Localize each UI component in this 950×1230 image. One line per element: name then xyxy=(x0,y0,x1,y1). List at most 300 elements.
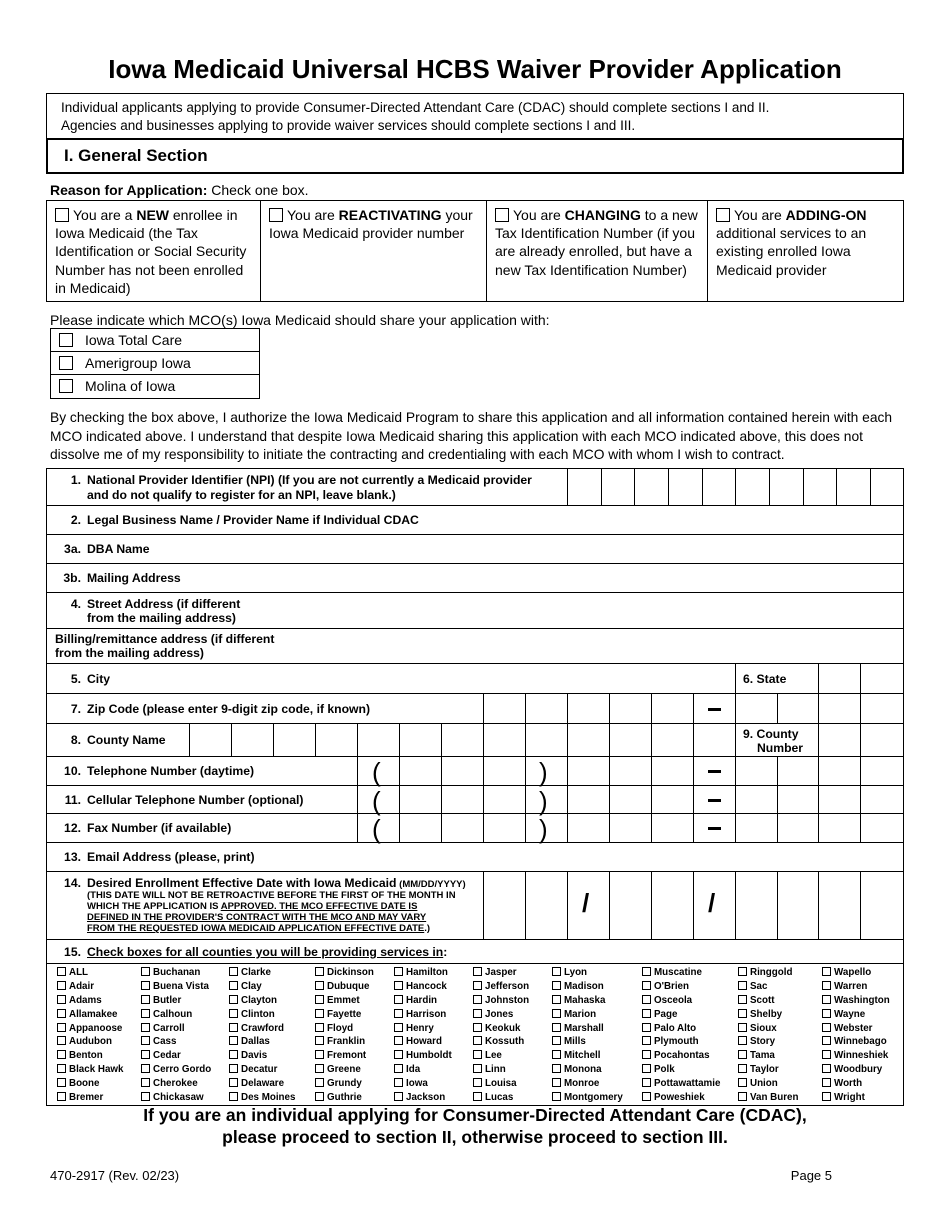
county-item[interactable] xyxy=(738,995,798,1009)
county-checkbox[interactable] xyxy=(315,1023,324,1032)
county-label: Polk xyxy=(654,1064,675,1076)
county-letter-box[interactable] xyxy=(525,724,526,756)
county-item[interactable] xyxy=(822,995,890,1009)
county-item[interactable] xyxy=(552,995,623,1009)
county-item[interactable] xyxy=(552,1064,623,1078)
county-item[interactable] xyxy=(315,995,374,1009)
county-item[interactable] xyxy=(141,1023,211,1037)
county-checkbox[interactable] xyxy=(315,995,324,1004)
county-item[interactable] xyxy=(57,1050,123,1064)
county-item[interactable] xyxy=(141,1064,211,1078)
county-checkbox[interactable] xyxy=(738,1050,747,1059)
county-checkbox[interactable] xyxy=(229,1078,238,1087)
reason-new[interactable]: You are a NEW enrollee in Iowa Medicaid (the Tax Identification or Social Security Number has not been enrolled in Medicaid) xyxy=(47,201,261,301)
county-letter-box[interactable] xyxy=(651,724,652,756)
zip-box[interactable] xyxy=(693,694,694,723)
county-checkbox[interactable] xyxy=(141,981,150,990)
county-item[interactable] xyxy=(57,1023,123,1037)
zip-box[interactable] xyxy=(609,694,610,723)
county-item[interactable] xyxy=(552,1009,623,1023)
phone-box[interactable] xyxy=(860,757,861,785)
county-letter-box[interactable] xyxy=(567,724,568,756)
county-checkbox[interactable] xyxy=(738,1023,747,1032)
county-item[interactable] xyxy=(394,1064,452,1078)
county-checkbox[interactable] xyxy=(552,1078,561,1087)
phone-box[interactable] xyxy=(735,814,736,842)
reason-adding-on-checkbox[interactable] xyxy=(716,208,730,222)
zip-box[interactable] xyxy=(777,694,778,723)
npi-digit-box[interactable] xyxy=(769,469,770,505)
county-item[interactable] xyxy=(315,1050,374,1064)
county-item[interactable] xyxy=(822,981,890,995)
county-checkbox[interactable] xyxy=(315,1009,324,1018)
county-checkbox[interactable] xyxy=(57,995,66,1004)
county-item[interactable] xyxy=(57,1064,123,1078)
county-checkbox[interactable] xyxy=(642,1036,651,1045)
county-checkbox[interactable] xyxy=(738,995,747,1004)
npi-digit-box[interactable] xyxy=(702,469,703,505)
state-box[interactable] xyxy=(818,664,819,693)
county-item[interactable] xyxy=(57,1009,123,1023)
zip-box[interactable] xyxy=(735,694,736,723)
npi-digit-box[interactable] xyxy=(634,469,635,505)
county-checkbox[interactable] xyxy=(642,1064,651,1073)
phone-box[interactable] xyxy=(567,814,568,842)
zip-box[interactable] xyxy=(860,694,861,723)
county-checkbox[interactable] xyxy=(738,1064,747,1073)
county-item[interactable] xyxy=(822,1078,890,1092)
county-checkbox[interactable] xyxy=(141,1036,150,1045)
county-letter-box[interactable] xyxy=(609,724,610,756)
county-checkbox[interactable] xyxy=(473,1064,482,1073)
county-checkbox[interactable] xyxy=(141,1092,150,1101)
county-item[interactable] xyxy=(473,1078,529,1092)
county-checkbox[interactable] xyxy=(552,995,561,1004)
county-item[interactable] xyxy=(473,1009,529,1023)
phone-box[interactable] xyxy=(525,814,526,842)
county-checkbox[interactable] xyxy=(642,1009,651,1018)
phone-box[interactable] xyxy=(399,786,400,813)
county-label: Lee xyxy=(485,1050,502,1062)
zip-box[interactable] xyxy=(525,694,526,723)
phone-box[interactable] xyxy=(609,786,610,813)
county-checkbox[interactable] xyxy=(552,981,561,990)
county-checkbox[interactable] xyxy=(552,1064,561,1073)
county-checkbox[interactable] xyxy=(822,1078,831,1087)
county-item[interactable] xyxy=(394,1050,452,1064)
phone-box[interactable] xyxy=(818,757,819,785)
county-checkbox[interactable] xyxy=(57,981,66,990)
county-item[interactable] xyxy=(57,1078,123,1092)
county-item[interactable] xyxy=(229,1036,295,1050)
county-checkbox[interactable] xyxy=(822,1092,831,1101)
county-item[interactable] xyxy=(394,995,452,1009)
phone-box[interactable] xyxy=(441,814,442,842)
county-item[interactable] xyxy=(57,981,123,995)
county-checkbox[interactable] xyxy=(229,1009,238,1018)
county-item[interactable] xyxy=(642,1078,720,1092)
zip-box[interactable] xyxy=(567,694,568,723)
county-checkbox[interactable] xyxy=(642,1050,651,1059)
county-item[interactable] xyxy=(642,1036,720,1050)
county-checkbox[interactable] xyxy=(642,1023,651,1032)
county-checkbox[interactable] xyxy=(822,1009,831,1018)
phone-box[interactable] xyxy=(693,757,694,785)
phone-box[interactable] xyxy=(735,757,736,785)
npi-digit-box[interactable] xyxy=(870,469,871,505)
county-item[interactable] xyxy=(141,995,211,1009)
county-checkbox[interactable] xyxy=(822,1023,831,1032)
county-checkbox[interactable] xyxy=(394,1036,403,1045)
zip-box[interactable] xyxy=(483,694,484,723)
mailing-address-row[interactable]: 3b. Mailing Address xyxy=(47,564,903,593)
county-item[interactable] xyxy=(822,1050,890,1064)
county-item[interactable] xyxy=(315,1009,374,1023)
county-item[interactable] xyxy=(552,967,623,981)
county-item[interactable] xyxy=(141,1050,211,1064)
phone-box[interactable] xyxy=(693,814,694,842)
phone-box[interactable] xyxy=(525,786,526,813)
county-item[interactable] xyxy=(315,967,374,981)
county-item[interactable] xyxy=(738,1050,798,1064)
phone-box[interactable] xyxy=(525,757,526,785)
reason-changing-checkbox[interactable] xyxy=(495,208,509,222)
county-item[interactable] xyxy=(229,1023,295,1037)
county-item[interactable] xyxy=(642,1050,720,1064)
date-box[interactable] xyxy=(483,872,484,939)
zip-box[interactable] xyxy=(818,694,819,723)
county-checkbox[interactable] xyxy=(552,1092,561,1101)
date-box[interactable] xyxy=(735,872,736,939)
county-checkbox[interactable] xyxy=(738,1036,747,1045)
county-label: Floyd xyxy=(327,1022,354,1034)
county-checkbox[interactable] xyxy=(394,1050,403,1059)
county-checkbox[interactable] xyxy=(473,995,482,1004)
county-checkbox[interactable] xyxy=(57,967,66,976)
county-checkbox[interactable] xyxy=(315,981,324,990)
county-item[interactable] xyxy=(229,1078,295,1092)
county-checkbox[interactable] xyxy=(473,967,482,976)
county-item[interactable] xyxy=(394,967,452,981)
county-item[interactable] xyxy=(552,1036,623,1050)
county-checkbox[interactable] xyxy=(394,1078,403,1087)
dba-name-row[interactable]: 3a. DBA Name xyxy=(47,535,903,564)
county-item[interactable] xyxy=(473,1023,529,1037)
county-checkbox[interactable] xyxy=(57,1023,66,1032)
county-checkbox[interactable] xyxy=(229,995,238,1004)
county-item[interactable] xyxy=(315,981,374,995)
county-item[interactable] xyxy=(229,1009,295,1023)
county-item[interactable] xyxy=(642,1009,720,1023)
npi-digit-box[interactable] xyxy=(803,469,804,505)
county-checkbox[interactable] xyxy=(229,1092,238,1101)
county-item[interactable] xyxy=(822,967,890,981)
county-item[interactable] xyxy=(315,1036,374,1050)
county-item[interactable] xyxy=(141,1036,211,1050)
county-checkbox[interactable] xyxy=(642,981,651,990)
county-letter-box[interactable] xyxy=(189,724,190,756)
county-item[interactable] xyxy=(738,1078,798,1092)
phone-box[interactable] xyxy=(567,757,568,785)
phone-box[interactable] xyxy=(441,757,442,785)
county-checkbox[interactable] xyxy=(315,1092,324,1101)
authorization-statement: By checking the box above, I authorize the Iowa Medicaid Program to share this application and all information contained herein with each MCO indicated above. I understand that despite Iowa Medicaid sharing this application with each MCO indicated above, this does not dissolve me of my responsibility to initiate the contracting and credentialing with each MCO with whom I wish to contract. xyxy=(50,410,893,462)
phone-box[interactable] xyxy=(777,786,778,813)
county-checkbox[interactable] xyxy=(473,1050,482,1059)
county-item[interactable] xyxy=(642,981,720,995)
phone-box[interactable] xyxy=(399,757,400,785)
county-label: Adams xyxy=(69,994,102,1006)
county-checkbox[interactable] xyxy=(229,981,238,990)
county-checkbox[interactable] xyxy=(57,1092,66,1101)
county-item[interactable] xyxy=(57,1036,123,1050)
legal-name-row[interactable]: 2. Legal Business Name / Provider Name if Individual CDAC xyxy=(47,506,903,535)
phone-box[interactable] xyxy=(693,786,694,813)
county-item[interactable] xyxy=(642,967,720,981)
county-item[interactable] xyxy=(642,1023,720,1037)
county-letter-box[interactable] xyxy=(357,724,358,756)
county-item[interactable] xyxy=(738,1036,798,1050)
street-address-row[interactable]: 4. Street Address (if different from the mailing address) xyxy=(47,593,903,629)
county-checkbox[interactable] xyxy=(141,1050,150,1059)
date-box[interactable] xyxy=(609,872,610,939)
county-checkbox[interactable] xyxy=(642,1092,651,1101)
email-row[interactable]: 13. Email Address (please, print) xyxy=(47,843,903,872)
county-checkbox[interactable] xyxy=(394,1023,403,1032)
county-checkbox[interactable] xyxy=(315,1064,324,1073)
county-label: Lyon xyxy=(564,967,588,978)
phone-box[interactable] xyxy=(651,814,652,842)
phone-box[interactable] xyxy=(777,814,778,842)
npi-digit-box[interactable] xyxy=(735,469,736,505)
zip-box[interactable] xyxy=(651,694,652,723)
date-box[interactable] xyxy=(651,872,652,939)
county-checkbox[interactable] xyxy=(315,1050,324,1059)
county-item[interactable] xyxy=(394,1023,452,1037)
county-checkbox[interactable] xyxy=(822,1036,831,1045)
county-item[interactable] xyxy=(552,1023,623,1037)
phone-box[interactable] xyxy=(483,757,484,785)
county-item[interactable] xyxy=(642,1064,720,1078)
county-item[interactable] xyxy=(738,967,798,981)
county-checkbox[interactable] xyxy=(822,1064,831,1073)
mco-checkbox[interactable] xyxy=(59,333,73,347)
mco-option[interactable]: Molina of Iowa xyxy=(51,375,259,398)
county-letter-box[interactable] xyxy=(315,724,316,756)
phone-box[interactable] xyxy=(735,786,736,813)
county-checkbox[interactable] xyxy=(57,1078,66,1087)
mco-checkbox[interactable] xyxy=(59,356,73,370)
phone-box[interactable] xyxy=(609,814,610,842)
phone-box[interactable] xyxy=(609,757,610,785)
phone-box[interactable] xyxy=(651,786,652,813)
county-item[interactable] xyxy=(229,995,295,1009)
phone-box[interactable] xyxy=(441,786,442,813)
county-checkbox[interactable] xyxy=(738,1009,747,1018)
billing-address-row[interactable]: Billing/remittance address (if different from the mailing address) xyxy=(47,629,903,664)
npi-digit-box[interactable] xyxy=(836,469,837,505)
county-item[interactable] xyxy=(315,1078,374,1092)
county-item[interactable] xyxy=(642,995,720,1009)
county-checkbox[interactable] xyxy=(394,995,403,1004)
county-letter-box[interactable] xyxy=(693,724,694,756)
county-checkbox[interactable] xyxy=(229,1064,238,1073)
phone-box[interactable] xyxy=(860,786,861,813)
county-checkbox[interactable] xyxy=(822,967,831,976)
county-checkbox[interactable] xyxy=(738,981,747,990)
county-item[interactable] xyxy=(315,1023,374,1037)
reason-adding-on[interactable]: You are ADDING-ON additional services to an existing enrolled Iowa Medicaid provider xyxy=(716,207,867,278)
county-checkbox[interactable] xyxy=(57,1050,66,1059)
county-checkbox[interactable] xyxy=(315,1078,324,1087)
county-checkbox[interactable] xyxy=(394,1064,403,1073)
county-checkbox[interactable] xyxy=(141,967,150,976)
county-item[interactable] xyxy=(394,1009,452,1023)
county-label: Appanoose xyxy=(69,1022,123,1034)
county-checkbox[interactable] xyxy=(738,1078,747,1087)
county-checkbox[interactable] xyxy=(57,1064,66,1073)
mco-option[interactable]: Amerigroup Iowa xyxy=(51,352,259,375)
county-checkbox[interactable] xyxy=(642,995,651,1004)
mco-option[interactable]: Iowa Total Care xyxy=(51,329,259,352)
county-checkbox[interactable] xyxy=(552,1050,561,1059)
county-checkbox[interactable] xyxy=(394,1092,403,1101)
county-label: Kossuth xyxy=(485,1036,525,1048)
county-number-box[interactable] xyxy=(860,724,861,756)
date-box[interactable] xyxy=(777,872,778,939)
date-box[interactable] xyxy=(818,872,819,939)
county-item[interactable] xyxy=(315,1064,374,1078)
county-letter-box[interactable] xyxy=(399,724,400,756)
county-checkbox[interactable] xyxy=(141,995,150,1004)
county-checkbox[interactable] xyxy=(229,1050,238,1059)
phone-box[interactable] xyxy=(567,786,568,813)
state-box[interactable] xyxy=(860,664,861,693)
county-checkbox[interactable] xyxy=(738,1092,747,1101)
county-checkbox[interactable] xyxy=(642,967,651,976)
county-checkbox[interactable] xyxy=(229,967,238,976)
county-checkbox[interactable] xyxy=(394,981,403,990)
county-letter-box[interactable] xyxy=(231,724,232,756)
county-item[interactable] xyxy=(229,1050,295,1064)
county-checkbox[interactable] xyxy=(394,967,403,976)
county-checkbox[interactable] xyxy=(473,1092,482,1101)
county-checkbox[interactable] xyxy=(141,1078,150,1087)
phone-box[interactable] xyxy=(399,814,400,842)
county-item[interactable] xyxy=(473,1064,529,1078)
reason-reactivating-checkbox[interactable] xyxy=(269,208,283,222)
county-checkbox[interactable] xyxy=(738,967,747,976)
phone-box[interactable] xyxy=(651,757,652,785)
county-checkbox[interactable] xyxy=(642,1078,651,1087)
reason-reactivating[interactable]: You are REACTIVATING your Iowa Medicaid provider number xyxy=(261,201,487,301)
county-checkbox[interactable] xyxy=(552,967,561,976)
county-item[interactable] xyxy=(738,981,798,995)
county-item[interactable] xyxy=(141,1009,211,1023)
date-box[interactable] xyxy=(860,872,861,939)
county-item[interactable] xyxy=(738,1023,798,1037)
county-checkbox[interactable] xyxy=(141,1023,150,1032)
county-item[interactable] xyxy=(229,981,295,995)
npi-digit-box[interactable] xyxy=(567,469,568,505)
county-checkbox[interactable] xyxy=(394,1009,403,1018)
county-item[interactable] xyxy=(473,981,529,995)
reason-changing[interactable]: You are CHANGING to a new Tax Identification Number (if you are already enrolled, but have a new Tax Identification Number) xyxy=(487,201,708,301)
npi-digit-box[interactable] xyxy=(601,469,602,505)
county-item[interactable] xyxy=(394,1078,452,1092)
phone-box[interactable] xyxy=(860,814,861,842)
county-number-box[interactable] xyxy=(818,724,819,756)
county-checkbox[interactable] xyxy=(473,1009,482,1018)
county-item[interactable] xyxy=(57,967,123,981)
county-item[interactable] xyxy=(229,1064,295,1078)
county-item[interactable] xyxy=(473,967,529,981)
county-item[interactable] xyxy=(473,1036,529,1050)
county-checkbox[interactable] xyxy=(229,1023,238,1032)
reason-new-checkbox[interactable] xyxy=(55,208,69,222)
county-item[interactable] xyxy=(473,995,529,1009)
county-item[interactable] xyxy=(473,1050,529,1064)
county-item[interactable] xyxy=(141,981,211,995)
phone-box[interactable] xyxy=(777,757,778,785)
county-checkbox[interactable] xyxy=(229,1036,238,1045)
county-checkbox[interactable] xyxy=(473,1078,482,1087)
county-item[interactable] xyxy=(394,1036,452,1050)
county-item[interactable] xyxy=(552,981,623,995)
county-letter-box[interactable] xyxy=(273,724,274,756)
county-checkbox[interactable] xyxy=(473,981,482,990)
county-letter-box[interactable] xyxy=(483,724,484,756)
county-checkbox[interactable] xyxy=(552,1036,561,1045)
county-checkbox[interactable] xyxy=(822,1050,831,1059)
npi-digit-box[interactable] xyxy=(668,469,669,505)
county-item[interactable] xyxy=(229,967,295,981)
county-item[interactable] xyxy=(552,1078,623,1092)
county-item[interactable] xyxy=(552,1050,623,1064)
county-item[interactable] xyxy=(822,1023,890,1037)
county-item[interactable] xyxy=(822,1009,890,1023)
county-checkbox[interactable] xyxy=(822,995,831,1004)
county-checkbox[interactable] xyxy=(473,1023,482,1032)
phone-box[interactable] xyxy=(483,786,484,813)
county-checkbox[interactable] xyxy=(57,1009,66,1018)
mco-checkbox[interactable] xyxy=(59,379,73,393)
phone-box[interactable] xyxy=(818,786,819,813)
county-item[interactable] xyxy=(141,967,211,981)
county-item[interactable] xyxy=(738,1064,798,1078)
county-checkbox[interactable] xyxy=(315,1036,324,1045)
county-item[interactable] xyxy=(141,1078,211,1092)
county-item[interactable] xyxy=(738,1009,798,1023)
county-item[interactable] xyxy=(822,1064,890,1078)
county-checkbox[interactable] xyxy=(141,1064,150,1073)
county-item[interactable] xyxy=(822,1036,890,1050)
phone-box[interactable] xyxy=(818,814,819,842)
county-checkbox[interactable] xyxy=(822,981,831,990)
county-checkbox[interactable] xyxy=(552,1009,561,1018)
phone-box[interactable] xyxy=(483,814,484,842)
date-box[interactable] xyxy=(525,872,526,939)
county-checkbox[interactable] xyxy=(552,1023,561,1032)
county-checkbox[interactable] xyxy=(473,1036,482,1045)
county-checkbox[interactable] xyxy=(141,1009,150,1018)
county-checkbox[interactable] xyxy=(315,967,324,976)
county-item[interactable] xyxy=(57,995,123,1009)
county-checkbox[interactable] xyxy=(57,1036,66,1045)
county-letter-box[interactable] xyxy=(441,724,442,756)
county-item[interactable] xyxy=(394,981,452,995)
county-label: Adair xyxy=(69,980,95,992)
